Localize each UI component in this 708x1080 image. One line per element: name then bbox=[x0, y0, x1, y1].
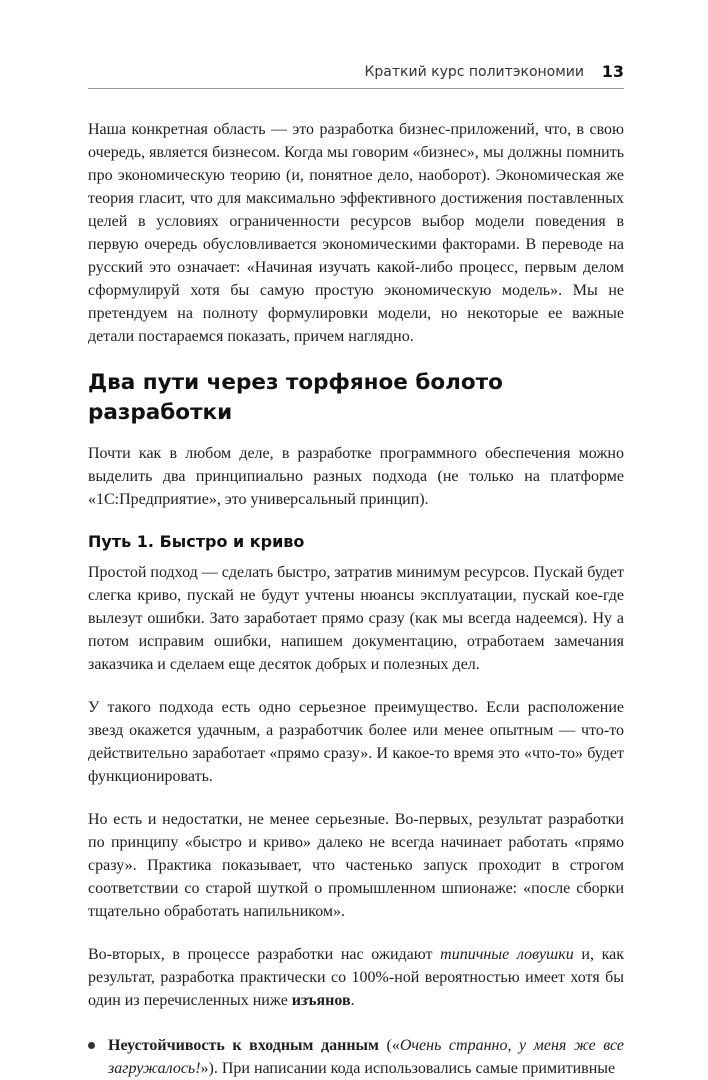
running-header bbox=[88, 62, 624, 89]
subsection-heading: Путь 1. Быстро и криво bbox=[88, 532, 305, 551]
page-body bbox=[88, 118, 624, 1080]
page-number: 13 bbox=[601, 62, 624, 81]
traps-paragraph bbox=[88, 943, 624, 1012]
bullet-term: Неустойчивость к входным данным bbox=[108, 1037, 379, 1054]
bullet-open: (« bbox=[378, 1037, 400, 1054]
body-paragraph: Но есть и недостатки, не менее серьезные. Во-первых, результат разработки по принципу «быстро и криво» далеко не всегда начинает работать «прямо сразу». Практика показывает, что частенько запуск проходит в строгом соответствии со старой шуткой о промышленном шпионаже: «после сборки тщательно обработать напильником». bbox=[88, 811, 624, 920]
traps-emphasis: типичные ловушки bbox=[440, 946, 574, 963]
section-heading: Два пути через торфяное болото разработки bbox=[88, 370, 503, 425]
body-paragraph: Простой подход — сделать быстро, затратив минимум ресурсов. Пускай будет слегка криво, пускай не будут учтены нюансы эксплуатации, пускай кое-где вылезут ошибки. Зато заработает прямо сразу (как мы всегда надеемся). Ну а потом исправим ошибки, напишем документацию, отработаем замечания заказчика и сделаем еще десяток добрых и полезных дел. bbox=[88, 564, 624, 673]
traps-suffix: . bbox=[350, 992, 355, 1009]
traps-middle: и, как результат, разработка практически со 100%-ной вероятностью имеет хотя бы один из перечисленных ниже bbox=[88, 946, 625, 1009]
bullet-icon bbox=[88, 1042, 95, 1049]
traps-prefix: Во-вторых, в процессе разработки нас ожидают bbox=[88, 946, 441, 963]
traps-bold: изъянов bbox=[291, 992, 351, 1009]
intro-paragraph: Наша конкретная область — это разработка бизнес-приложений, что, в свою очередь, является бизнесом. Когда мы говорим «бизнес», мы должны помнить про экономическую теорию (и, понятное дело, наоборот). Экономическая же теория гласит, что для максимально эффективного достижения поставленных целей в условиях ограниченности ресурсов выбор модели поведения в первую очередь обусловливается экономическими факторами. В переводе на русский это означает: «Начиная изучать какой-либо процесс, первым делом сформулируй хотя бы самую простую экономическую модель». Мы не претендуем на полноту формулировки модели, но некоторые ее важные детали постараемся показать, причем наглядно. bbox=[88, 121, 624, 345]
bullet-close: »). При написании кода использовались самые примитивные bbox=[200, 1060, 616, 1077]
bullet-text bbox=[108, 1034, 624, 1080]
bullet-quote: Очень странно, у меня же все загружалось! bbox=[108, 1037, 625, 1077]
running-title: Краткий курс политэкономии bbox=[364, 64, 584, 80]
body-paragraph: У такого подхода есть одно серьезное преимущество. Если расположение звезд окажется удачным, а разработчик более или менее опытным — что-то действительно заработает «прямо сразу». И какое-то время это «что-то» будет функционировать. bbox=[88, 699, 624, 785]
list-item bbox=[88, 1034, 624, 1080]
section-paragraph: Почти как в любом деле, в разработке программного обеспечения можно выделить два принципиально разных подхода (не только на платформе «1С:Предприятие», это универсальный принцип). bbox=[88, 445, 624, 508]
